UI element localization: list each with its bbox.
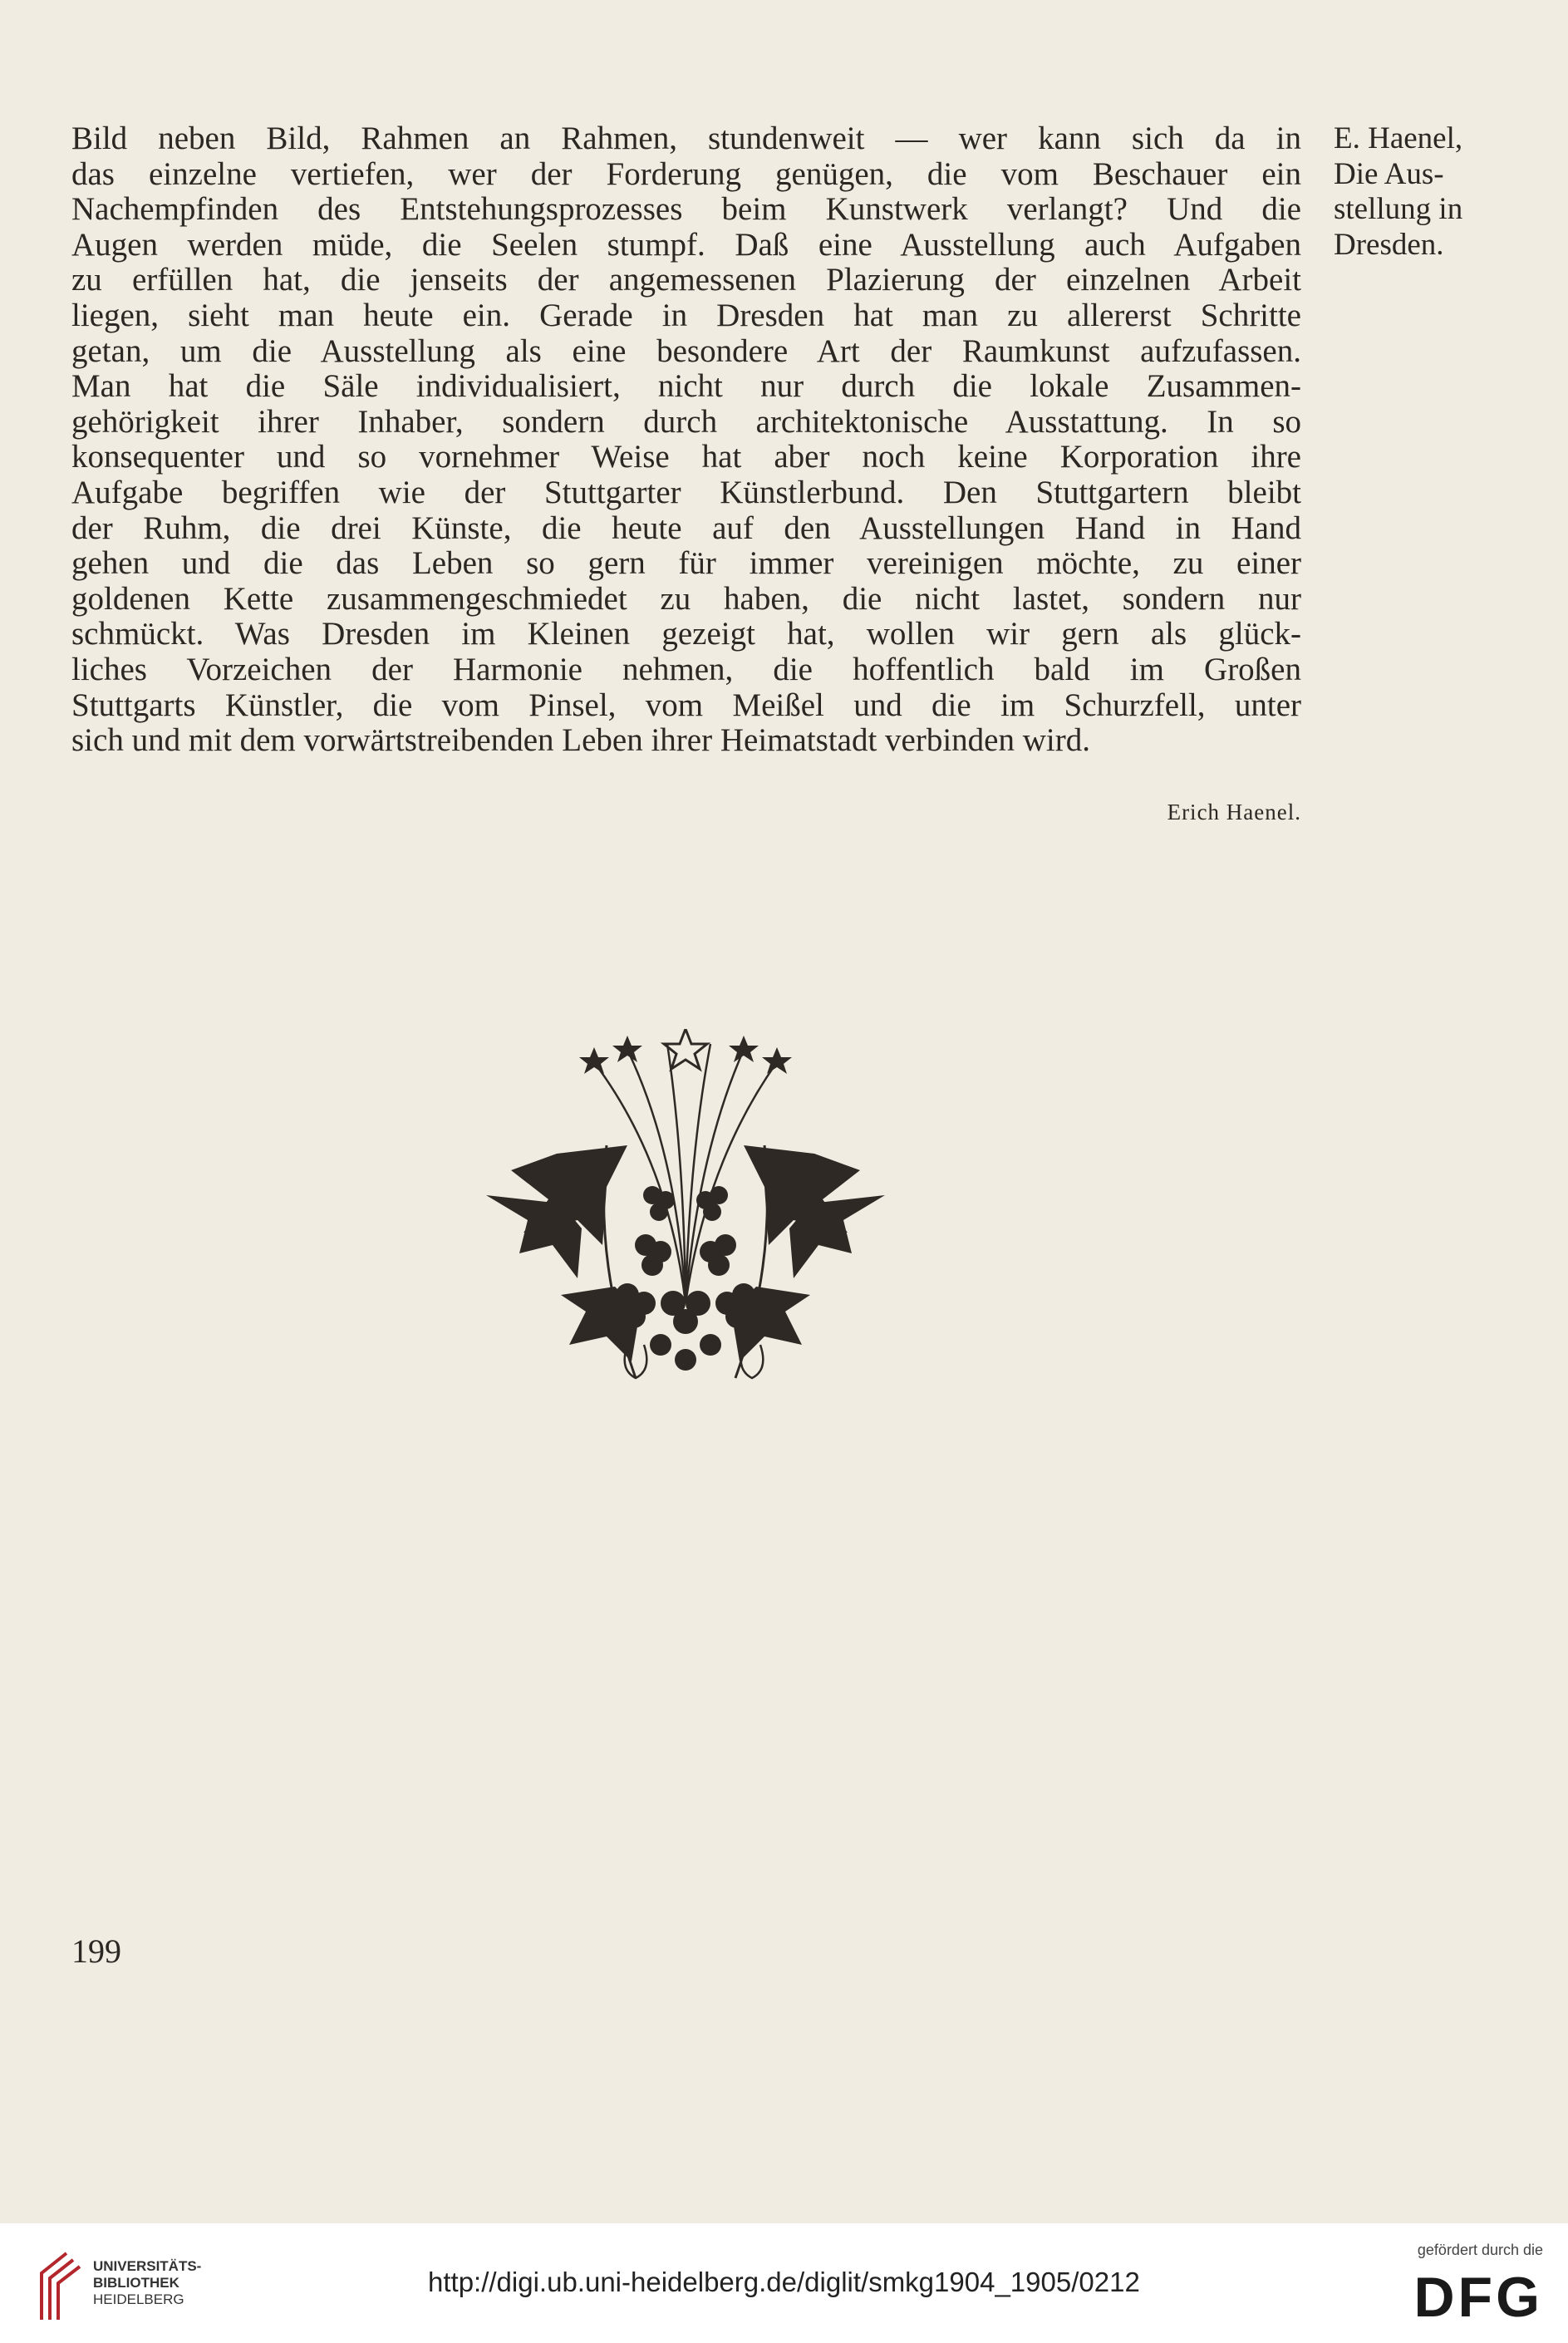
article-line: sich und mit dem vorwärtstreibenden Leben ihrer Heimatstadt verbinden wird. — [71, 722, 1090, 759]
article-line: der Ruhm, die drei Künste, die heute auf den Ausstellungen Hand in Hand — [71, 509, 1301, 546]
margin-note-line: E. Haenel, — [1334, 121, 1463, 155]
footer-bar — [0, 2223, 1568, 2343]
article-body — [71, 121, 1301, 759]
article-line: goldenen Kette zusammengeschmiedet zu haben, die nicht lastet, sondern nur — [71, 580, 1301, 617]
article-line: Nachempfinden des Entstehungsprozesses beim Kunstwerk verlangt? Und die — [71, 191, 1301, 228]
article-line: Bild neben Bild, Rahmen an Rahmen, stundenweit — wer kann sich da in — [71, 121, 1301, 156]
library-name-line: HEIDELBERG — [93, 2291, 184, 2307]
article-line: konsequenter und so vornehmer Weise hat aber noch keine Korporation ihre — [71, 439, 1301, 475]
library-name-line: UNIVERSITÄTS- — [93, 2258, 202, 2274]
article-line: liegen, sieht man heute ein. Gerade in Dresden hat man zu allererst Schritte — [71, 297, 1301, 333]
article-line: schmückt. Was Dresden im Kleinen gezeigt hat, wollen wir gern als glück- — [71, 616, 1301, 652]
permalink-url[interactable]: http://digi.ub.uni-heidelberg.de/diglit/smkg1904_1905/0212 — [428, 2267, 1140, 2297]
ivy-ornament-icon — [461, 1029, 910, 1403]
university-library-logo-icon — [33, 2248, 85, 2321]
library-name — [93, 2258, 201, 2308]
margin-note-line: Die Aus- — [1334, 156, 1444, 191]
library-name-line: BIBLIOTHEK — [93, 2275, 179, 2291]
article-line: Aufgabe begriffen wie der Stuttgarter Künstlerbund. Den Stuttgartern bleibt — [71, 474, 1301, 510]
article-line: liches Vorzeichen der Harmonie nehmen, die hoffentlich bald im Großen — [71, 651, 1301, 687]
article-line: das einzelne vertiefen, wer der Forderung genügen, die vom Beschauer ein — [71, 155, 1301, 192]
article-line: Augen werden müde, die Seelen stumpf. Daß eine Ausstellung auch Aufgaben — [71, 226, 1301, 263]
margin-note-line: stellung in — [1334, 192, 1463, 227]
dfg-logo: DFG — [1413, 2266, 1543, 2329]
article-line: Man hat die Säle individualisiert, nicht nur durch die lokale Zusammen- — [71, 368, 1301, 405]
article-line: gehen und die das Leben so gern für immer vereinigen möchte, zu einer — [71, 545, 1301, 582]
article-line: getan, um die Ausstellung als eine besondere Art der Raumkunst aufzufassen. — [71, 332, 1301, 369]
page-number: 199 — [71, 1932, 121, 1970]
margin-note — [1334, 121, 1500, 263]
author-signature: Erich Haenel. — [1167, 800, 1301, 824]
article-line: gehörigkeit ihrer Inhaber, sondern durch architektonische Ausstattung. In so — [71, 403, 1301, 440]
margin-note-line: Dresden. — [1334, 227, 1444, 262]
article-line: Stuttgarts Künstler, die vom Pinsel, vom Meißel und die im Schurzfell, unter — [71, 687, 1301, 723]
article-line: zu erfüllen hat, die jenseits der angemessenen Plazierung der einzelnen Arbeit — [71, 262, 1301, 298]
funded-by-label: gefördert durch die — [1417, 2242, 1543, 2258]
